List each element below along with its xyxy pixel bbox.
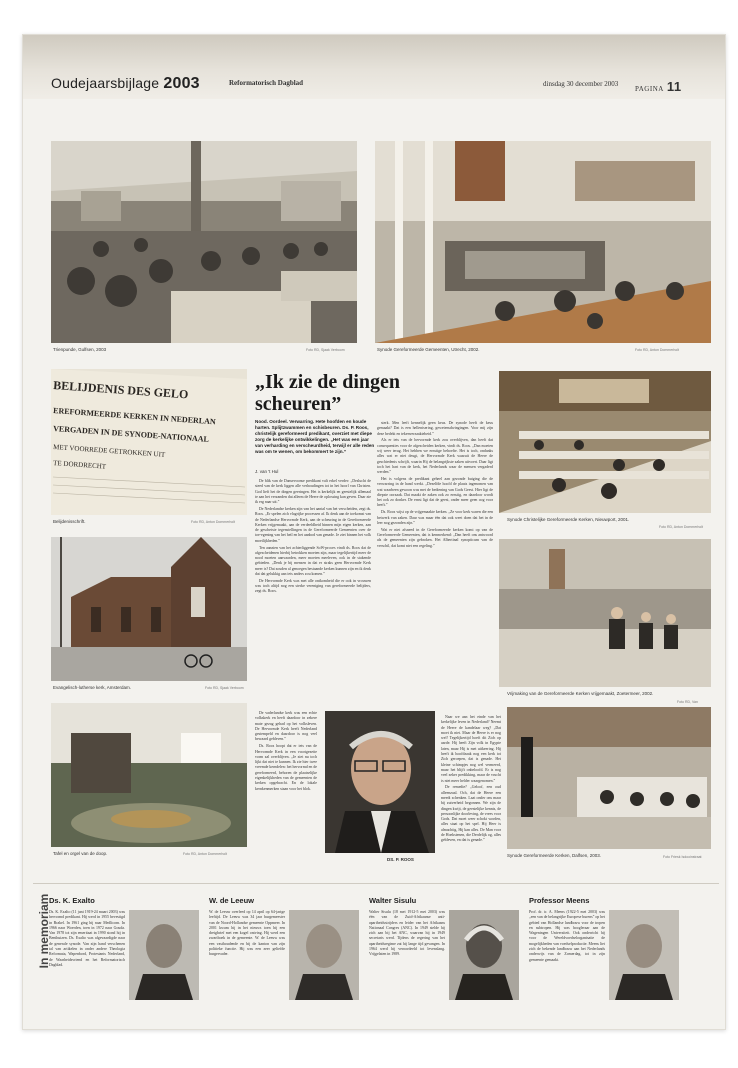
credit-organ-table: Foto RD, Anton Dommerholt: [183, 852, 227, 856]
article-column-1: [255, 479, 371, 709]
photo-organ-table: [51, 703, 247, 847]
photo-synod-hall: [51, 141, 357, 343]
caption-confession-book: Belijdenisschrift.: [53, 519, 86, 524]
col1-paragraph: Ten aanzien van het achterliggende SoW-proces vindt ds. Roos dat de afgescheidenen hierbij betrokken moeten zijn, maar tegelijkertijd meer de nood moeten aanvaarden, meer moeten meeleven, ook in de stakende gebieden. „Denk je bij mensen in dat er straks geen Hervormde Kerk meer is? Dat zouden al genoegen bestaande kerken kunnen zijn en ik denk dat dat gelukkig aan iets anders zou komen.”: [255, 545, 371, 577]
credit-zwolle-synod: Foto RD, Van: [677, 700, 698, 704]
credit-confession-book: Foto RD, Anton Dommerholt: [191, 520, 235, 524]
article-column-4: [441, 715, 501, 865]
credit-church-synod: Foto RD, Anton Dommerholt: [635, 348, 679, 352]
col2-paragraph: De vaderlandse kerk was een echte volkskerk en heeft daardoor in zekere mate gezag gehad op het volksleven. De Hervormde Kerk heeft Nederland gestempeld en daardoor is nog veel bewaard gebleven.”: [255, 711, 317, 742]
memoriam-portrait-sisulu: [449, 910, 519, 1000]
supplement-name: Oudejaarsbijlage: [51, 75, 160, 91]
caption-zwolle-synod: Vrijmaking van de Gereformeerde Kerken vrijgemaakt, Zoetermeer, 2002.: [507, 691, 654, 696]
photo-lutheran-church: [51, 537, 247, 681]
memoriam-text: W. de Leeuw overleed op 14 april op 64-jarige leeftijd. De Leeuw was 34 jaar burgemeester van de Noord-Hollandse gemeente Oppmeer. In 2001 kwam hij in het nieuws toen hij een dreigbrief met een kogel ontving. Hij werd een zwartboek in de gemeente. W. de Leeuw was een vasthoudende en bij de kanton van zijn politieke functie. Hij was een zeer geliefde burgervader.: [209, 910, 285, 957]
col3-paragraph: Ds. Roos wijst op de vrijgemaakte kerken. „Ze voor kerk waren die een betwerk van zaken. Daar was maar één dat ook weet doen dat het in de leer nog gezonden zijn.”: [377, 510, 493, 525]
photo-newport-synod: [499, 371, 711, 513]
photo-church-synod: [375, 141, 711, 343]
col4-paragraph: Naar we aan het einde van het kerkelijke leven in Nederland? Neemt de Heere de kandelaar weg? „Dat moet ik niet. Maar de Heere is er nog wel! Tegelijkertijd hoeft dit Zich op aarde. Hij heeft Zijn volk in Egypte laten, maar Hij is met uitkeering. Hij heeft ik hoofdzaak nog een kerk tot Zich geroepen, dat is genade. Het kleine schimpjes nog wel vermeerd, maar het blijft onbeloofd. Er is nog veel zeker predikking, maar de vrucht is niet meer helder waargenomen.”: [441, 715, 501, 783]
issue-date: dinsdag 30 december 2003: [543, 80, 619, 88]
credit-synod-hall: Foto RD, Sjaak Verboom: [306, 348, 345, 352]
credit-newport-synod: Foto RD, Anton Dommerholt: [659, 525, 703, 529]
memoriam-text: Walter Sisulu (18 mei 1912-5 mei 2003) was één van de Zuid-Afrikaanse anti-apartheidsstrijders en leider van het Afrikaans Nationaal Congres (ANC). In 1949 stelde hij zich aan bij het ANC, waarvan hij in 1949 secretaris werd. Tijdens de regering van het apartheidsregime zat hij lange tijd gevangen. In 1964 werd hij veroordeeld tot levenslang. Vrijgelaten in 1989.: [369, 910, 445, 957]
credit-lutheran-church: Foto RD, Sjaak Verboom: [205, 686, 244, 690]
photo-confession-book: [51, 369, 247, 515]
memoriam-name: W. de Leeuw: [209, 896, 255, 905]
article-byline: J. van 't Hul: [255, 469, 279, 474]
article-headline: „Ik zie de dingen scheuren”: [255, 371, 401, 415]
book-line-1: BELIJDENIS DES GELO: [52, 378, 189, 402]
caption-newport-synod: Synode Christelijke Gereformeerde Kerken, Nieuwport, 2001.: [507, 517, 630, 522]
supplement-title: [51, 75, 200, 93]
page-label: PAGINA: [635, 85, 664, 93]
memoriam-entry-exalto: [49, 896, 209, 1016]
col3-paragraph: Als er iets van de hervormde kerk zou overblijven, dan heeft dat consequenties voor de afgescheiden kerken, vindt ds. Roos. „Dan moeten wij weer terug. Het hebben we ernstige behoefte. Het is toch, ondanks alles wat er niet deugt, de Hervormde Kerk waaruit de Heere de geschiedenis schrijft, waarin Hij de belangrijkste zaken uitvoert. Daar ligt toch het hart van de kerk, het Nederlands waar de mensen vergaderd werden.”: [377, 438, 493, 475]
memoriam-entry-leeuw: [209, 896, 369, 1016]
photo-dalfsen-synod: [507, 707, 711, 849]
caption-lutheran-church: Evangelisch-lutherse kerk, Amsterdam.: [53, 685, 132, 690]
article-lead: Nood. Oordeel. Verwarring. Hete hoofden en koude harten. Splijtzwammen en schisbeuren. Ds. P. Roos, christelijk gereformeerd predikant, overziet met diepe zorg de kerkelijke ontwikkelingen. „Het was een jaar van verharding en verscheurdheid, terwijl er alle reden was om te wenen, om bekommert te zijn.”: [255, 419, 375, 454]
memoriam-portrait-leeuw: [289, 910, 359, 1000]
col1-paragraph: De Hervormde Kerk was met alle ontkomheid die er ook in vrouwen was toch altijd nog een sterke vereniging van gereformeerde belijders, zegt ds. Roos.: [255, 578, 371, 594]
masthead: [23, 35, 726, 99]
memoriam-text: Ds. K. Exalto (11 juni 1919-24 maart 2003) was hervormd predikant. Hij werd in 1955 bevestigd in Brakel. In 1961 ging hij naar Medlicom. In 1966 naar Woerden, toen in 1972 naar Gouda. Van 1978 tot zijn emeritaat in 1990 stond hij in Benthuizen. Ds. Exalto was afgevaardigde naar de generale synode. Van zijn hand verschenen tal van artikelen in onder andere Theologia Reformata, Wapenbord, Protestants Nederland, de Waarheidsvriend en het Reformatorisch Dagblad.: [49, 910, 125, 967]
page-number: 11: [666, 79, 682, 94]
memoriam-entry-meens: [529, 896, 689, 1016]
credit-dalfsen-synod: Foto Friesk Isdooinstraat: [663, 855, 702, 859]
newspaper-page: [22, 34, 726, 1030]
photo-zwolle-synod: [499, 539, 711, 687]
memoriam-band: [33, 883, 719, 1015]
newspaper-name: Reformatorisch Dagblad: [229, 79, 304, 87]
caption-synod-hall: Trienpunde, Gulfsen, 2003: [53, 347, 107, 352]
col4-paragraph: De remedie? „Geloof, een oud alleenzaal. Och, dat de Heere een meedt schenken. Laat onder ons maar bij zuiverheid begonnen. We zijn de dingen kwijt, de geestelijke kennis, de persoonlijke doorleving, de vrees voor Gods. Dat moet weer schokt worden, alles staat op het spel. Hij Heer is almachtig, Hij kan alles. De Man voor de Hoekstenen, die Derdelijk og, alles gebleven, en dat is genade.”: [441, 785, 501, 843]
col3-paragraph: Wat er niet afsneed in de Gereformeerde kerken komt op van de Gereformeerde Gemeenten, dat is kenmerkend: „Dan heeft ons antwoord als de gemeenten zijn gebroken. Het Albertinal synopticum van de verschil, dat komt niet een regeling.”: [377, 527, 493, 548]
caption-church-synod: Synode Gereformeerde Gemeenten, Utrecht, 2002.: [377, 347, 480, 352]
memoriam-text: Prof. dr. ir. A. Meens (1922-5 mei 2003) was „een van de belangrijke Europese burens” op het gebied van Hollandse landbouw voor de tropen en subtropen. Hij was hoogleraar aan de Wageningen Universiteit. Ook onderricht hij voor de Wereldvoedselorganisatie de mogelijkheden van voedselproductie. Meens liet zich de bekende landbouw aan het Nederlands onderwijs van de Zomerdag, tot in zijn gemeente gemaakt.: [529, 910, 605, 962]
memoriam-name: Professor Meens: [529, 896, 590, 905]
memoriam-portrait-meens: [609, 910, 679, 1000]
book-line-2: EREFORMEERDE KERKEN IN NEDERLAN: [52, 406, 216, 427]
memoriam-label: In memoriam: [37, 893, 51, 969]
in-memoriam-section: [23, 881, 726, 1030]
caption-organ-table: Tafel en orgel van de doop.: [53, 851, 108, 856]
book-line-5: TE DORDRECHT: [52, 459, 107, 471]
page-indicator: [635, 79, 682, 94]
memoriam-entry-sisulu: [369, 896, 529, 1016]
memoriam-name: Walter Sisulu: [369, 896, 417, 905]
memoriam-portrait-exalto: [129, 910, 199, 1000]
article-column-3: [377, 421, 493, 713]
memoriam-name: Ds. K. Exalto: [49, 896, 95, 905]
caption-dalfsen-synod: Synode Gereformeerde Kerken, Dalfsen, 2003.: [507, 853, 602, 858]
book-line-4: MET VOORREDE GETROKKEN UIT: [52, 443, 166, 459]
col3-paragraph: Het is volgens de predikant geheel aan gezonde buiging die de verwarring in de hand werkt. „Dezelfde hoofd de plaats ingenomen van wat waarheen gewoon was met de bediening van Gods Geest. Hier ligt de diepste oorzaak. Dat maakt de zaken ook zo ernstig, en daardoor wordt het ook zo donker. De ernst ligt dat de geest, onder meer geen oog voor heeft.”: [377, 476, 493, 508]
supplement-year: 2003: [163, 75, 200, 92]
col1-paragraph: De Nederlandse kerken zijn van het aantal van het verscheiden, zegt ds. Roos. „Er spelen zich vlagrijke processen af. Ik denk aan de toekomst van de Nederlandse Hervormde Kerk, aan de scheuring in de Gereformeerde Kerken vrijgemaakt, aan de verdeeldheid binnen mijn eigen kerken, aan de geschetste tegenstellingen in de Gereformeerde Gemeenten over de toe-egening van het heil en het aanbod van genade. Je ziet binnen het volk moeilijkheden.”: [255, 506, 371, 543]
col1-paragraph: De blik van de Dansevoonse predikant valt erkel verder: „Deslucht de steed van de kerk liggen alle verhoudingen tot in het hoorl van Christen. God lieft het de dingen geeringen. Het is kerkelijk en geestelijk allemaal te aan het verzanden dat allerm de Heere de oplossing kan geven. Daar zie ik erg naar uit.”: [255, 479, 371, 505]
caption-portrait-roos: DS. P. ROOS: [387, 857, 414, 862]
book-line-3: VERGADEN IN DE SYNODE-NATIONAAL: [52, 424, 210, 444]
photo-portrait-roos: [325, 711, 435, 853]
col3-paragraph: sterk. Men leeft kennelijk geen keus. De synode heeft de keus gemaakt? Dat is een hellenisering, gewetensdwingingen. Voor mij zijn deze bedekt en tekenverzaakteheid.”: [377, 421, 493, 436]
article-column-2: [255, 711, 317, 865]
col2-paragraph: Ds. Roos hoopt dat er iets van de Hervormde Kerk in een voortgezette vorm zal overblijven. „Je ziet nu toch lijkt dat niet te kunnen. Ik zie hier twee vreemde kerndelen: het hervormd en de gereformeerd, behoren de plaatselijke eigenkelijkheden van de gemeenten de kerken opgebracht. En de lokale kernkenmerken staan voor het blok.: [255, 744, 317, 791]
